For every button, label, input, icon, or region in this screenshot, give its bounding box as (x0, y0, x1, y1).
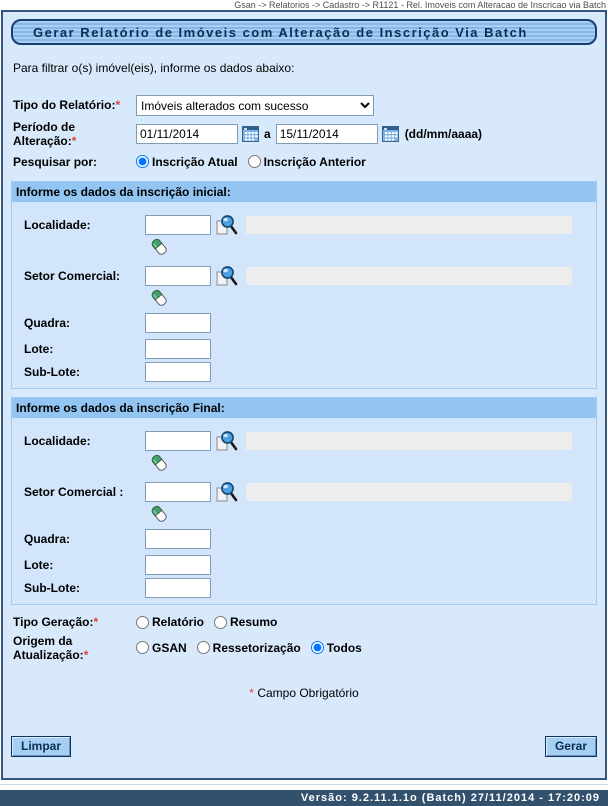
radio-todos[interactable] (311, 641, 324, 654)
required-asterisk: * (115, 98, 121, 113)
initial-localidade-description-field (246, 216, 572, 234)
final-inscription-section (11, 397, 597, 605)
footer-divider (0, 784, 608, 785)
final-lote-input[interactable] (145, 555, 211, 575)
update-origin-label: Origem da Atualização:* (13, 633, 89, 662)
period-from-input[interactable] (136, 124, 238, 144)
radio-relatorio[interactable] (136, 616, 149, 629)
eraser-icon[interactable] (149, 288, 169, 308)
initial-sublote-row (12, 362, 596, 388)
generation-type-label: Tipo Geração:* (13, 615, 99, 630)
radio-ressetorizacao[interactable] (197, 641, 210, 654)
report-type-select[interactable] (136, 95, 374, 116)
initial-setor-label: Setor Comercial: (24, 269, 121, 284)
calendar-icon[interactable] (242, 126, 259, 142)
search-icon[interactable] (215, 481, 238, 503)
initial-setor-row (12, 265, 596, 287)
search-icon[interactable] (215, 214, 238, 236)
final-setor-input[interactable] (145, 482, 211, 502)
radio-gsan[interactable] (136, 641, 149, 654)
radio-inscricao-atual[interactable] (136, 155, 149, 168)
initial-sublote-label: Sub-Lote: (24, 365, 80, 380)
initial-setor-description-field (246, 267, 572, 285)
search-by-label: Pesquisar por: (13, 154, 98, 169)
initial-localidade-row (12, 214, 596, 236)
generation-type-row (3, 615, 605, 629)
breadcrumb: Gsan -> Relatorios -> Cadastro -> R1121 - Rel. Imoveis com Alteracao de Inscricao via Batch (234, 0, 606, 10)
radio-todos-label: Todos (326, 640, 362, 655)
initial-sublote-input[interactable] (145, 362, 211, 382)
initial-lote-row (12, 336, 596, 362)
search-icon[interactable] (215, 265, 238, 287)
required-note-text: Campo Obrigatório (257, 686, 359, 701)
search-by-row (3, 155, 605, 169)
final-sublote-row (12, 578, 596, 604)
action-buttons-row (3, 736, 605, 757)
final-localidade-description-field (246, 432, 572, 450)
period-row (3, 120, 605, 149)
final-localidade-label: Localidade: (24, 434, 91, 449)
final-localidade-eraser-row (12, 453, 596, 475)
eraser-icon[interactable] (149, 504, 169, 524)
main-panel (1, 10, 607, 780)
initial-section-header: Informe os dados da inscrição inicial: (12, 182, 596, 202)
update-origin-row (3, 634, 605, 663)
initial-inscription-section (11, 181, 597, 389)
clear-button[interactable]: Limpar (11, 736, 71, 757)
version-footer: Versão: 9.2.11.1.1o (Batch) 27/11/2014 - 17:20:09 (0, 790, 608, 806)
initial-quadra-input[interactable] (145, 313, 211, 333)
initial-setor-input[interactable] (145, 266, 211, 286)
final-lote-label: Lote: (24, 558, 54, 573)
page-title: Gerar Relatório de Imóveis com Alteração de Inscrição Via Batch (11, 19, 597, 45)
final-sublote-input[interactable] (145, 578, 211, 598)
final-localidade-row (12, 430, 596, 452)
initial-lote-input[interactable] (145, 339, 211, 359)
final-section-header: Informe os dados da inscrição Final: (12, 398, 596, 418)
radio-relatorio-label: Relatório (152, 615, 205, 630)
final-quadra-label: Quadra: (24, 532, 71, 547)
radio-resumo[interactable] (214, 616, 227, 629)
radio-resumo-label: Resumo (230, 615, 278, 630)
final-setor-row (12, 481, 596, 503)
final-localidade-input[interactable] (145, 431, 211, 451)
radio-ressetorizacao-label: Ressetorização (212, 640, 301, 655)
radio-inscricao-anterior[interactable] (248, 155, 261, 168)
initial-localidade-label: Localidade: (24, 218, 91, 233)
eraser-icon[interactable] (149, 453, 169, 473)
radio-inscricao-anterior-label: Inscrição Anterior (263, 154, 366, 169)
initial-setor-eraser-row (12, 288, 596, 310)
final-lote-row (12, 552, 596, 578)
required-asterisk: * (249, 686, 254, 701)
final-quadra-row (12, 526, 596, 552)
radio-gsan-label: GSAN (152, 640, 187, 655)
report-type-row (3, 95, 605, 116)
required-asterisk: * (83, 647, 89, 662)
final-sublote-label: Sub-Lote: (24, 581, 80, 596)
required-field-note (3, 686, 605, 700)
required-asterisk: * (93, 615, 99, 630)
period-separator: a (264, 127, 271, 142)
period-to-input[interactable] (276, 124, 378, 144)
final-setor-description-field (246, 483, 572, 501)
calendar-icon[interactable] (382, 126, 399, 142)
radio-inscricao-atual-label: Inscrição Atual (152, 154, 238, 169)
intro-text: Para filtrar o(s) imóvel(eis), informe os dados abaixo: (13, 61, 295, 75)
initial-localidade-eraser-row (12, 237, 596, 259)
eraser-icon[interactable] (149, 237, 169, 257)
search-icon[interactable] (215, 430, 238, 452)
initial-quadra-row (12, 310, 596, 336)
final-quadra-input[interactable] (145, 529, 211, 549)
initial-lote-label: Lote: (24, 342, 54, 357)
period-label: Período de Alteração:* (13, 120, 77, 149)
generate-button[interactable]: Gerar (545, 736, 597, 757)
required-asterisk: * (71, 134, 77, 149)
final-setor-eraser-row (12, 504, 596, 526)
initial-quadra-label: Quadra: (24, 316, 71, 331)
date-format-hint: (dd/mm/aaaa) (404, 127, 483, 142)
initial-localidade-input[interactable] (145, 215, 211, 235)
report-type-label: Tipo do Relatório:* (13, 98, 121, 113)
final-setor-label: Setor Comercial : (24, 485, 124, 500)
